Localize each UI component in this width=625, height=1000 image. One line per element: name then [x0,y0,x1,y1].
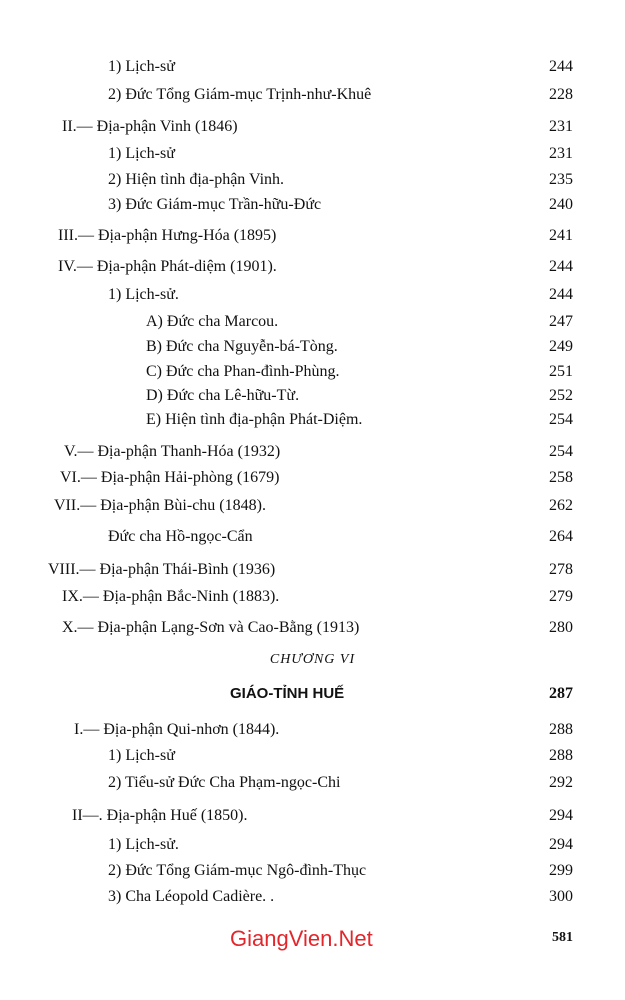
toc-entry-page: 299 [549,862,573,879]
toc-entry-title: X.— Địa-phận Lạng-Sơn và Cao-Bằng (1913) [62,619,360,636]
toc-entry-page: 228 [549,86,573,103]
toc-entry-page: 294 [549,836,573,853]
watermark: GiangVien.Net [230,926,373,951]
toc-entry-page: 254 [549,411,573,428]
toc-entry-page: 262 [549,497,573,514]
toc-entry-title: D) Đức cha Lê-hữu-Từ. [146,387,300,404]
toc-entry-page: 251 [549,363,573,380]
toc-entry-title: III.— Địa-phận Hưng-Hóa (1895) [58,227,277,244]
toc-entry-page: 258 [549,469,573,486]
toc-entry [0,804,625,828]
toc-entry-page: 252 [549,387,573,404]
toc-entry [0,115,625,139]
toc-entry-title: II.— Địa-phận Vinh (1846) [62,118,238,135]
toc-entry [0,360,625,384]
toc-entry-title: 2) Đức Tổng Giám-mục Ngô-đình-Thục [108,862,367,879]
toc-entry-page: 279 [549,588,573,605]
toc-entry [0,255,625,279]
toc-entry [0,718,625,742]
toc-entry [0,168,625,192]
toc-entry-title: 2) Đức Tổng Giám-mục Trịnh-như-Khuê [108,86,372,103]
toc-entry-title: 2) Tiểu-sử Đức Cha Phạm-ngọc-Chi [108,774,341,791]
toc-entry-title: 3) Cha Léopold Cadière. . [108,888,275,905]
toc-entry-page: 280 [549,619,573,636]
toc-entry [0,525,625,549]
toc-entry-title: B) Đức cha Nguyễn-bá-Tòng. [146,338,338,355]
toc-entry [0,310,625,334]
toc-entry-title: I.— Địa-phận Qui-nhơn (1844). [74,721,280,738]
toc-entry-page: 231 [549,145,573,162]
toc-entry-page: 292 [549,774,573,791]
toc-entry-title: C) Đức cha Phan-đình-Phùng. [146,363,340,380]
toc-entry [0,616,625,640]
toc-entry [0,142,625,166]
toc-entry-page: 235 [549,171,573,188]
toc-entry-title: 1) Lịch-sử [108,58,175,75]
toc-entry-title: II—. Địa-phận Huế (1850). [72,807,248,824]
toc-entry-page: 249 [549,338,573,355]
toc-entry [0,494,625,518]
toc-entry-title: Đức cha Hồ-ngọc-Cẩn [108,528,253,545]
toc-entry [0,55,625,79]
toc-entry-title: 1) Lịch-sử. [108,836,179,853]
toc-entry [0,193,625,217]
toc-entry-title: 3) Đức Giám-mục Trần-hữu-Đức [108,196,322,213]
toc-entry [0,224,625,248]
toc-entry-title: IX.— Địa-phận Bắc-Ninh (1883). [62,588,280,605]
toc-entry-title: 1) Lịch-sử [108,747,175,764]
toc-entry-page: 231 [549,118,573,135]
toc-entry [0,558,625,582]
toc-entry [0,408,625,432]
toc-entry [0,283,625,307]
toc-entry-title: V.— Địa-phận Thanh-Hóa (1932) [64,443,281,460]
toc-entry [0,744,625,768]
toc-entry [0,335,625,359]
toc-entry-title: IV.— Địa-phận Phát-diệm (1901). [58,258,277,275]
toc-entry-page: 278 [549,561,573,578]
toc-entry-page: 244 [549,286,573,303]
toc-entry-page: 244 [549,58,573,75]
toc-entry-page: 254 [549,443,573,460]
toc-entry-title: E) Hiện tình địa-phận Phát-Diệm. [146,411,363,428]
toc-entry [0,384,625,408]
toc-entry [0,771,625,795]
toc-entry [0,83,625,107]
toc-entry-page: 240 [549,196,573,213]
toc-entry-title: 1) Lịch-sử [108,145,175,162]
page-number: 581 [552,930,573,945]
chapter-heading [0,682,625,706]
toc-entry-title: 1) Lịch-sử. [108,286,179,303]
toc-entry [0,885,625,909]
toc-entry-title: 2) Hiện tình địa-phận Vinh. [108,171,285,188]
toc-entry-page: 288 [549,721,573,738]
toc-entry-page: 300 [549,888,573,905]
toc-entry-page: 244 [549,258,573,275]
chapter-title: GIÁO-TỈNH HUẾ [230,685,345,702]
toc-entry-title: VII.— Địa-phận Bùi-chu (1848). [54,497,266,514]
toc-entry [0,440,625,464]
toc-entry-page: 241 [549,227,573,244]
toc-entry-page: 288 [549,747,573,764]
chapter-page: 287 [549,685,573,702]
toc-entry [0,859,625,883]
toc-entry-title: VI.— Địa-phận Hải-phòng (1679) [60,469,280,486]
toc-entry [0,833,625,857]
toc-entry-page: 264 [549,528,573,545]
toc-entry [0,466,625,490]
toc-entry-title: VIII.— Địa-phận Thái-Bình (1936) [48,561,276,578]
toc-entry-page: 247 [549,313,573,330]
toc-entry-page: 294 [549,807,573,824]
toc-entry-title: A) Đức cha Marcou. [146,313,279,330]
toc-entry [0,585,625,609]
chapter-label: CHƯƠNG VI [269,652,356,667]
